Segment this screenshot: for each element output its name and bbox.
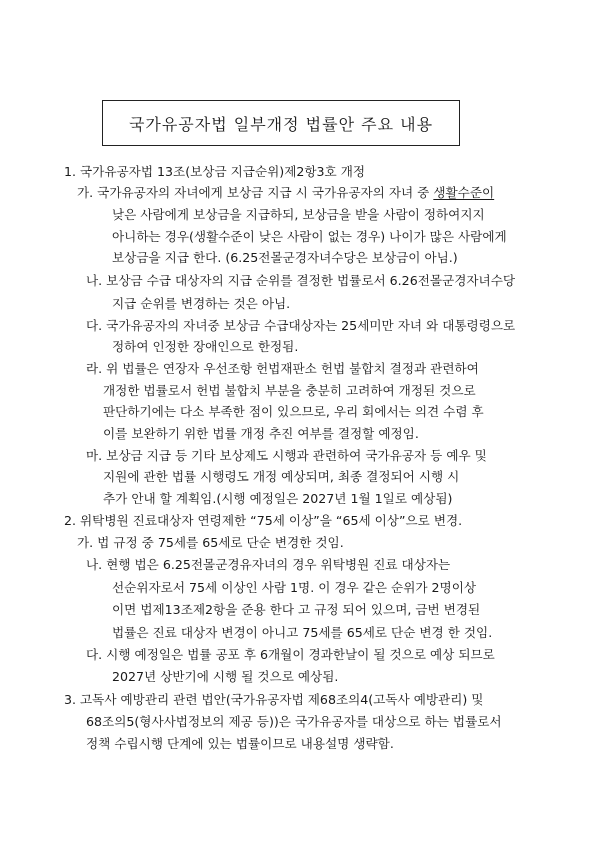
line-text: 3. 고독사 예방관리 관련 법안(국가유공자법 제68조의4(고독사 예방관리) 및	[64, 692, 484, 707]
line-text: 개정한 법률로서 헌법 불합치 부분을 충분히 고려하여 개정된 것으로	[103, 383, 476, 398]
text-line	[112, 625, 492, 641]
line-text: 추가 안내 할 계획임.(시행 예정일은 2027년 1월 1일로 예상됨)	[103, 491, 453, 506]
line-text: 판단하기에는 다소 부족한 점이 있으므로, 우리 회에서는 의견 수렴 후	[103, 404, 484, 419]
text-line	[86, 273, 515, 289]
line-text: 나. 보상금 수급 대상자의 지급 순위를 결정한 법률로서 6.26전몰군경자녀수당	[86, 273, 516, 288]
text-line	[64, 164, 365, 180]
line-text: 지급 순위를 변경하는 것은 아님.	[112, 296, 291, 311]
line-text: 라. 위 법률은 연장자 우선조항 헌법재판소 헌법 불합치 결정과 관련하여	[86, 361, 479, 376]
text-line	[103, 491, 452, 507]
line-text: 정하여 인정한 장애인으로 한정됨.	[112, 339, 299, 354]
line-text: 가. 법 규정 중 75세를 65세로 단순 변경한 것임.	[77, 535, 344, 550]
line-text: 정책 수립시행 단계에 있는 법률이므로 내용설명 생략함.	[86, 736, 394, 751]
text-line	[77, 535, 344, 551]
text-line	[103, 383, 476, 399]
document-title: 국가유공자법 일부개정 법률안 주요 내용	[128, 114, 434, 134]
line-text: 보상금을 지급 한다. (6.25전몰군경자녀수당은 보상금이 아님.)	[112, 250, 458, 265]
line-text: 68조의5(형사사법정보의 제공 등))은 국가유공자를 대상으로 하는 법률로서	[86, 714, 502, 729]
line-text: 다. 시행 예정일은 법률 공포 후 6개월이 경과한날이 될 것으로 예상 되므로	[86, 647, 495, 662]
underlined-text: 생활수준이	[433, 185, 495, 200]
text-line	[86, 647, 495, 663]
text-line	[86, 714, 502, 730]
line-text: 낮은 사람에게 보상금을 지급하되, 보상금을 받을 사람이 정하여지지	[112, 207, 485, 222]
text-line	[112, 339, 298, 355]
text-line	[64, 692, 483, 708]
line-text: 아니하는 경우(생활수준이 낮은 사람이 없는 경우) 나이가 많은 사람에게	[112, 229, 507, 244]
line-text: 법률은 진료 대상자 변경이 아니고 75세를 65세로 단순 변경 한 것임.	[112, 625, 493, 640]
line-text: 나. 현행 법은 6.25전몰군경유자녀의 경우 위탁병원 진료 대상자는	[86, 557, 451, 572]
line-text: 1. 국가유공자법 13조(보상금 지급순위)제2항3호 개정	[64, 164, 366, 179]
line-text: 마. 보상금 지급 등 기타 보상제도 시행과 관련하여 국가유공자 등 예우 및	[86, 448, 487, 463]
line-text: 이면 법제13조제2항을 준용 한다 고 규정 되어 있으며, 금번 변경된	[112, 602, 481, 617]
line-text: 다. 국가유공자의 자녀중 보상금 수급대상자는 25세미만 자녀 와 대통령령으로	[86, 318, 516, 333]
text-line	[86, 318, 515, 334]
text-line	[86, 736, 394, 752]
line-text: 지원에 관한 법률 시행령도 개정 예상되며, 최종 결정되어 시행 시	[103, 469, 460, 484]
text-line	[64, 513, 462, 529]
text-line	[112, 580, 476, 596]
text-line	[103, 404, 484, 420]
text-line	[112, 207, 485, 223]
text-line	[112, 602, 480, 618]
text-line	[86, 361, 479, 377]
text-line	[103, 426, 419, 442]
line-text: 2. 위탁병원 진료대상자 연령제한 “75세 이상”을 “65세 이상”으로 변경.	[64, 513, 463, 528]
text-line	[103, 469, 459, 485]
text-line	[112, 296, 290, 312]
line-text: 이를 보완하기 위한 법률 개정 추진 여부를 결정할 예정임.	[103, 426, 419, 441]
text-line	[77, 185, 494, 201]
text-line	[112, 229, 507, 245]
text-line	[112, 669, 338, 685]
line-text: 선순위자로서 75세 이상인 사람 1명. 이 경우 같은 순위가 2명이상	[112, 580, 477, 595]
document-title-box	[102, 100, 460, 146]
line-text: 가. 국가유공자의 자녀에게 보상금 지급 시 국가유공자의 자녀 중	[77, 185, 434, 200]
line-text: 2027년 상반기에 시행 될 것으로 예상됨.	[112, 669, 339, 684]
text-line	[86, 448, 487, 464]
text-line	[86, 557, 450, 573]
text-line	[112, 250, 458, 266]
